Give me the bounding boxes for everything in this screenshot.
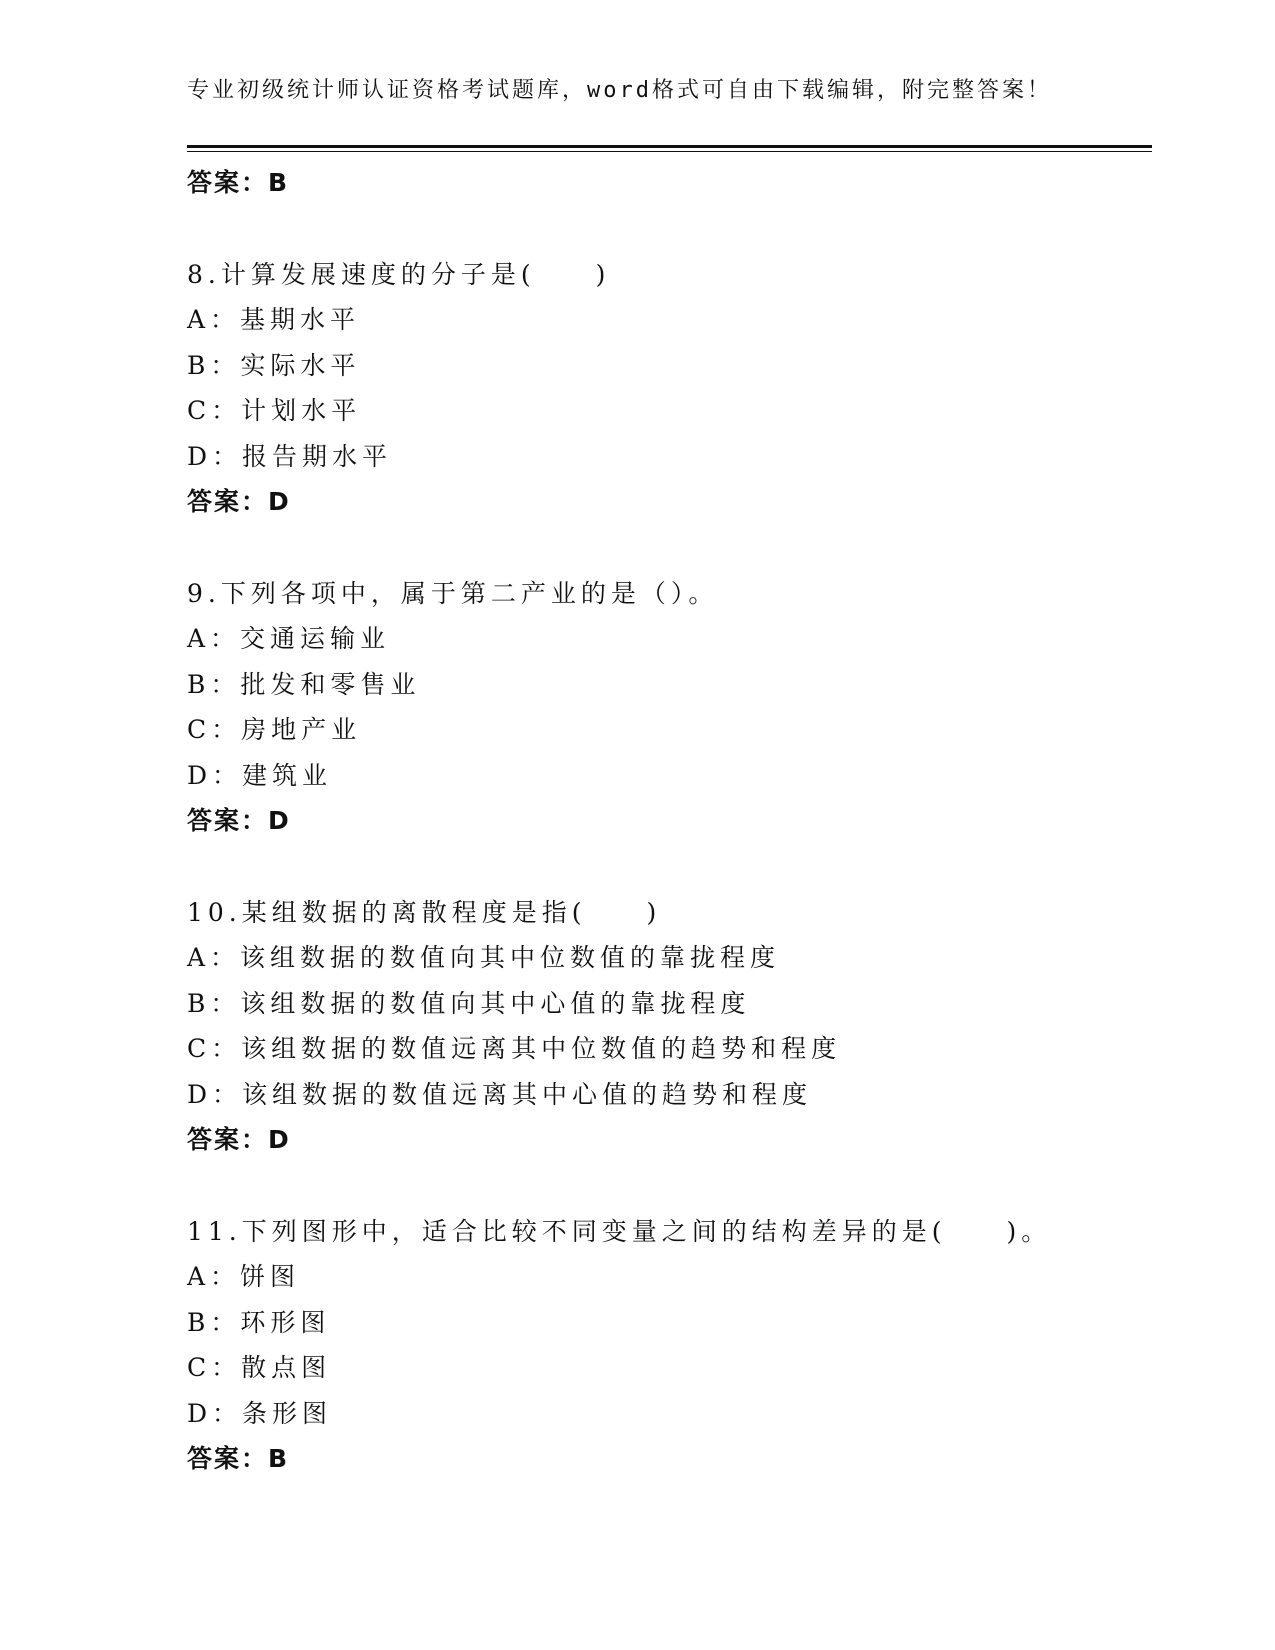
question-8 [187, 252, 1152, 525]
question-list [187, 160, 1152, 1482]
option-a: A：基期水平 [187, 305, 361, 334]
page-header: 专业初级统计师认证资格考试题库，word格式可自由下载编辑，附完整答案！ [187, 78, 1052, 103]
option-c: C：计划水平 [187, 396, 362, 425]
spacer [187, 844, 1152, 890]
spacer [187, 206, 1152, 252]
spacer [187, 1163, 1152, 1209]
option-d: D：报告期水平 [187, 441, 393, 471]
option-d: D：条形图 [187, 1398, 333, 1428]
answer-line: 答案：D [187, 487, 291, 516]
option-d: D：建筑业 [187, 760, 333, 790]
option-c: C：散点图 [187, 1353, 332, 1382]
option-c: C：该组数据的数值远离其中位数值的趋势和程度 [187, 1034, 842, 1063]
header-rule [187, 145, 1152, 152]
question-stem: 8.计算发展速度的分子是( ) [187, 259, 611, 289]
answer-line: 答案：D [187, 1125, 291, 1154]
option-b: B：环形图 [187, 1307, 331, 1337]
question-stem: 10.某组数据的离散程度是指( ) [187, 897, 662, 927]
question-11 [187, 1209, 1152, 1482]
previous-answer: 答案：B [187, 168, 290, 197]
answer-line: 答案：B [187, 1444, 290, 1473]
answer-line: 答案：D [187, 806, 291, 835]
option-a: A：该组数据的数值向其中位数值的靠拢程度 [187, 943, 781, 972]
option-c: C：房地产业 [187, 715, 362, 744]
question-10 [187, 890, 1152, 1163]
option-d: D：该组数据的数值远离其中心值的趋势和程度 [187, 1079, 813, 1109]
question-stem: 11.下列图形中，适合比较不同变量之间的结构差异的是( )。 [187, 1216, 1052, 1246]
spacer [187, 525, 1152, 571]
option-a: A：饼图 [187, 1262, 301, 1291]
option-b: B：实际水平 [187, 350, 361, 380]
question-9 [187, 571, 1152, 844]
option-b: B：批发和零售业 [187, 669, 421, 699]
option-b: B：该组数据的数值向其中心值的靠拢程度 [187, 988, 751, 1018]
option-a: A：交通运输业 [187, 624, 391, 653]
question-stem: 9.下列各项中，属于第二产业的是（）。 [187, 578, 719, 608]
